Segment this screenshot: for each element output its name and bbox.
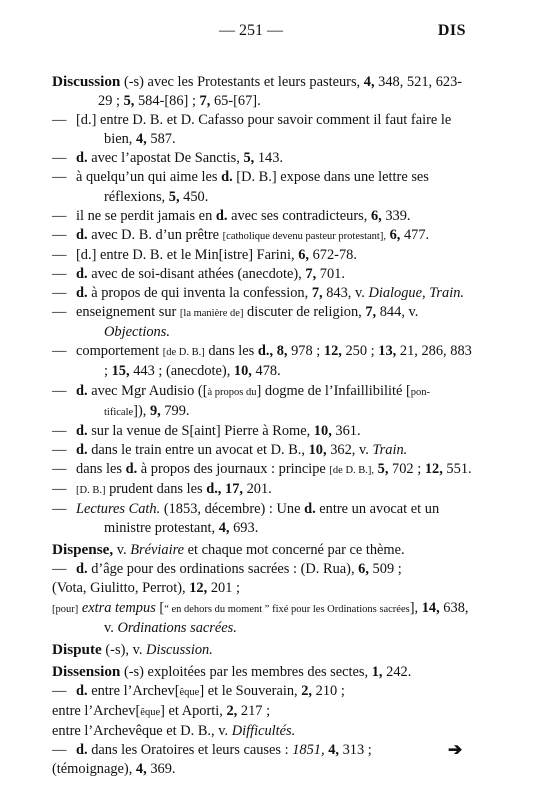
abbrev-d: d. xyxy=(76,285,88,302)
abbrev-d: d. xyxy=(76,382,88,399)
editorial-insert: êque xyxy=(179,686,200,698)
entry-text: 250 ; xyxy=(341,343,379,360)
volume-number: 4, xyxy=(135,131,147,148)
headword-suffix: (-s) xyxy=(120,74,144,90)
entry-text: dans les Oratoires et leurs causes : xyxy=(87,742,293,759)
entry-text: ] et le Souverain, xyxy=(199,682,302,699)
entry-text: avec l’apostat De Sanctis, xyxy=(87,150,244,167)
entry-text: 477. xyxy=(400,226,430,243)
index-subentry: — d. avec Mgr Audisio ([à propos du] dogme de l’Infaillibilité [pon-tificale]), 9, 799. xyxy=(52,382,431,419)
abbrev-d: d., xyxy=(257,343,274,360)
entry-text: v. xyxy=(113,542,131,559)
entry-text: 217 ; xyxy=(237,703,271,719)
entry-text: 242. xyxy=(382,663,412,680)
entry-text: dans le train entre un avocat et D. B., xyxy=(87,441,309,458)
entry-text: dans les xyxy=(76,460,126,477)
editorial-insert: [pour] xyxy=(52,603,79,615)
editorial-insert: [D. B.] xyxy=(76,484,106,496)
entry-text: avec les Protestants et leurs pasteurs, xyxy=(143,74,364,90)
entry-text: 478. xyxy=(251,363,281,380)
cross-reference: Dialogue, Train. xyxy=(368,285,465,302)
editorial-insert: [la manière de] xyxy=(179,308,244,320)
volume-number: 4, xyxy=(135,761,147,778)
abbrev-d: d. xyxy=(304,501,316,518)
entry-text: (Vota, Giulitto, Perrot), xyxy=(52,580,190,597)
volume-number: 6, xyxy=(298,246,309,263)
entry-text: 201. xyxy=(243,480,272,497)
entry-text: sur la venue de S[aint] Pierre à Rome, xyxy=(87,422,314,439)
running-head: DIS xyxy=(437,22,466,39)
page-header xyxy=(0,22,540,44)
abbrev-d: d. xyxy=(76,422,88,439)
entry-text: dans les xyxy=(204,343,258,360)
volume-number: 6, xyxy=(370,207,382,224)
entry-text: d’âge pour des ordinations sacrées : (D. Rua), xyxy=(87,561,359,578)
entry-text: à propos des journaux : principe xyxy=(137,460,330,477)
abbrev-d: d. xyxy=(76,682,88,699)
volume-number: 17, xyxy=(225,480,243,497)
entry-text: 143. xyxy=(254,150,284,167)
index-subentry: — [d.] entre D. B. et le Min[istre] Farini, 6, 672-78. xyxy=(52,246,357,263)
volume-number: 4, xyxy=(363,74,375,90)
index-entry-dispute xyxy=(52,640,472,660)
volume-number: 7, xyxy=(365,304,377,321)
entry-text: (1853, décembre) : Une xyxy=(160,501,305,518)
entry-text: entre l’Archev[ xyxy=(87,682,180,699)
entry-text: 551. xyxy=(442,460,472,477)
entry-text: (témoignage), xyxy=(52,761,136,778)
cross-reference: Ordinations sacrées. xyxy=(117,619,237,636)
entry-text: 672-78. xyxy=(309,246,357,263)
abbrev-d: d., xyxy=(206,480,222,497)
volume-number: 8, xyxy=(276,343,288,360)
index-subentry: — d. entre l’Archev[êque] et le Souverain, 2, 210 ; entre l’Archev[êque] et Aporti, 2, 217 ; entre l’Archevêque et D. B., v. Difficultés. xyxy=(52,682,345,740)
entry-text: 701. xyxy=(316,265,345,282)
entry-text: 584-[86] ; xyxy=(134,93,200,110)
entry-text: 509 ; xyxy=(368,561,402,578)
index-subentry: — Lectures Cath. (1853, décembre) : Une d. entre un avocat et un ministre protestant, 4, 693. xyxy=(52,501,440,537)
volume-number: 5, xyxy=(168,188,180,205)
volume-number: 1, xyxy=(371,663,383,680)
index-subentry: — [d.] entre D. B. et D. Cafasso pour savoir comment il faut faire le bien, 4, 587. xyxy=(52,112,452,148)
entry-text: 369. xyxy=(146,761,176,778)
editorial-insert: à propos du xyxy=(207,386,257,398)
volume-number: 10, xyxy=(233,363,252,380)
entry-text: 21, 286, 883 ; xyxy=(104,343,472,380)
editorial-insert: [de D. B.] xyxy=(162,347,205,359)
headword-suffix: (-s) xyxy=(120,663,144,680)
entry-text: avec Mgr Audisio ([ xyxy=(87,382,208,399)
entry-text: 693. xyxy=(229,520,259,537)
volume-number: 4, xyxy=(328,742,340,759)
editorial-insert: pon-tificale xyxy=(104,386,431,418)
cross-reference: Train. xyxy=(372,441,408,458)
entry-text: à propos de qui inventa la confession, xyxy=(87,285,312,302)
headword: Dispute xyxy=(52,640,102,658)
volume-number: 14, xyxy=(421,599,440,616)
index-subentry: — [D. B.] prudent dans les d., 17, 201. xyxy=(52,480,272,497)
index-subentry: — d. avec de soi-disant athées (anecdote), 7, 701. xyxy=(52,265,345,282)
abbrev-d: d. xyxy=(215,207,228,224)
entry-text: exploitées par les membres des sectes, xyxy=(143,663,372,680)
volume-number: 12, xyxy=(323,343,342,360)
entry-text: 210 ; xyxy=(312,682,345,699)
year: 1851, xyxy=(292,742,325,759)
entry-text: et chaque mot concerné par ce thème. xyxy=(184,542,405,559)
index-subentry: — d. avec D. B. d’un prêtre [catholique devenu pasteur protestant], 6, 477. xyxy=(52,226,430,243)
abbrev-d: d. xyxy=(76,742,88,759)
entry-text: 587. xyxy=(146,131,176,148)
entry-text: 361. xyxy=(331,422,361,439)
entry-text: discuter de religion, xyxy=(243,304,366,321)
volume-number: 6, xyxy=(389,226,401,243)
cross-reference: Objections. xyxy=(104,324,170,341)
index-subentry: — comportement [de D. B.] dans les d., 8, 978 ; 12, 250 ; 13, 21, 286, 883 ; 15, 443 ; (anecdote), 10, 478. xyxy=(52,343,472,380)
volume-number: 5, xyxy=(377,460,389,477)
entry-text: avec D. B. d’un prêtre xyxy=(87,226,223,243)
entry-text: entre un avocat et un ministre protestant, xyxy=(104,501,440,537)
entry-text: à quelqu’un qui aime les xyxy=(76,169,222,186)
volume-number: 7, xyxy=(305,265,317,282)
entry-text: ]), xyxy=(133,402,150,419)
editorial-insert: êque xyxy=(140,707,161,718)
volume-number: 2, xyxy=(226,703,238,719)
entry-text: 65-[67]. xyxy=(210,93,261,110)
entry-text: comportement xyxy=(76,343,163,360)
entry-text: 844, v. xyxy=(376,304,419,321)
entry-text: 978 ; xyxy=(287,343,324,360)
continuation-arrow-icon: ➔ xyxy=(448,740,463,759)
index-subentry: — d. à propos de qui inventa la confession, 7, 843, v. Dialogue, Train. xyxy=(52,285,465,302)
abbrev-d: d. xyxy=(76,561,88,578)
editorial-insert: [de D. B.], xyxy=(329,464,375,476)
headword: Dispense, xyxy=(52,541,114,559)
abbrev-d: d. xyxy=(125,460,138,477)
entry-text: entre l’Archevêque et D. B., v. xyxy=(52,723,232,740)
entry-text: ] et Aporti, xyxy=(160,703,227,719)
entry-text: avec ses contradicteurs, xyxy=(227,207,371,224)
volume-number: 6, xyxy=(358,561,369,578)
entry-text: 638, v. xyxy=(104,599,469,636)
index-subentry: — d. dans le train entre un avocat et D. B., 10, 362, v. Train. xyxy=(52,441,408,458)
entry-text: ], xyxy=(409,599,422,616)
index-entry-dispense xyxy=(52,540,472,560)
abbrev-d: d. xyxy=(76,441,88,458)
cross-reference: Bréviaire xyxy=(130,542,185,559)
index-subentry: — d. d’âge pour des ordinations sacrées : (D. Rua), 6, 509 ; (Vota, Giulitto, Perrot), 12, 201 ; [pour] extra tempus [“ en dehors du moment ” fixé pour les Ordinations sacrées], 14, 638, v. Ordinations sacrées. xyxy=(52,561,469,636)
index-subentry: — à quelqu’un qui aime les d. [D. B.] expose dans une lettre ses réflexions, 5, 450. xyxy=(52,169,429,205)
entry-text: 450. xyxy=(179,188,209,205)
index-subentry: — d. sur la venue de S[aint] Pierre à Rome, 10, 361. xyxy=(52,422,361,439)
volume-number: 7, xyxy=(311,285,323,302)
volume-number: 12, xyxy=(189,580,208,597)
volume-number: 12, xyxy=(424,460,443,477)
cross-reference: Difficultés. xyxy=(231,723,296,740)
index-subentry: — d. dans les Oratoires et leurs causes : 1851, 4, 313 ; (témoignage), 4, 369. xyxy=(52,742,372,778)
entry-text: 313 ; xyxy=(339,742,372,759)
entry-text: enseignement sur xyxy=(76,304,180,321)
headword-suffix: (-s), xyxy=(101,641,129,658)
volume-number: 10, xyxy=(308,441,327,458)
latin-phrase: extra tempus xyxy=(81,599,156,616)
entry-text: avec de soi-disant athées (anecdote), xyxy=(87,265,306,282)
index-column xyxy=(52,72,472,779)
entry-text: 362, v. xyxy=(326,441,373,458)
index-subentry: — il ne se perdit jamais en d. avec ses contradicteurs, 6, 339. xyxy=(52,207,411,224)
entry-text: [ xyxy=(155,599,165,616)
volume-number: 15, xyxy=(111,363,130,380)
abbrev-d: d. xyxy=(76,150,88,167)
entry-text: 201 ; xyxy=(207,580,241,597)
editorial-insert: “ en dehors du moment ” fixé pour les Ordinations sacrées xyxy=(164,603,410,615)
volume-number: 13, xyxy=(378,343,397,360)
index-entry-discussion xyxy=(52,72,472,111)
abbrev-d: d. xyxy=(221,169,233,186)
headword: Discussion xyxy=(52,73,121,90)
index-entry-dissension xyxy=(52,662,472,682)
volume-number: 9, xyxy=(149,402,161,419)
index-subentry: — enseignement sur [la manière de] discuter de religion, 7, 844, v. Objections. xyxy=(52,304,419,341)
index-subentry: — dans les d. à propos des journaux : principe [de D. B.], 5, 702 ; 12, 551. xyxy=(52,460,472,477)
editorial-insert: [catholique devenu pasteur protestant], xyxy=(222,230,386,242)
entry-text: [d.] entre D. B. et D. Cafasso pour savoir comment il faut faire le bien, xyxy=(76,112,452,148)
entry-text: entre l’Archev[ xyxy=(52,703,141,719)
entry-text: ] dogme de l’Infaillibilité [ xyxy=(256,382,411,399)
index-subentry: — d. avec l’apostat De Sanctis, 5, 143. xyxy=(52,150,284,167)
headword: Dissension xyxy=(52,662,121,680)
volume-number: 2, xyxy=(301,682,313,699)
entry-text: 702 ; xyxy=(388,460,425,477)
entry-text: [D. B.] expose dans une lettre ses réflexions, xyxy=(104,169,429,205)
volume-number: 4, xyxy=(218,520,230,537)
entry-text: 339. xyxy=(381,207,411,224)
entry-text: [d.] entre D. B. et le Min[istre] Farini, xyxy=(76,246,299,263)
publication-title: Lectures Cath. xyxy=(76,501,161,518)
entry-text: 799. xyxy=(160,402,190,419)
volume-number: 5, xyxy=(243,150,255,167)
entry-text: il ne se perdit jamais en xyxy=(76,207,216,224)
page-number: — 251 — xyxy=(219,22,283,39)
abbrev-d: d. xyxy=(76,226,88,243)
cross-reference: Discussion. xyxy=(146,641,213,658)
abbrev-d: d. xyxy=(76,265,88,282)
entry-text: 348, 521, 623-29 ; xyxy=(98,74,463,110)
entry-text: 843, v. xyxy=(322,285,369,302)
entry-text: prudent dans les xyxy=(105,480,207,497)
volume-number: 10, xyxy=(313,422,332,439)
volume-number: 7, xyxy=(199,93,211,110)
entry-text: v. xyxy=(128,641,147,658)
volume-number: 5, xyxy=(123,93,135,110)
entry-text: 443 ; (anecdote), xyxy=(129,363,234,380)
